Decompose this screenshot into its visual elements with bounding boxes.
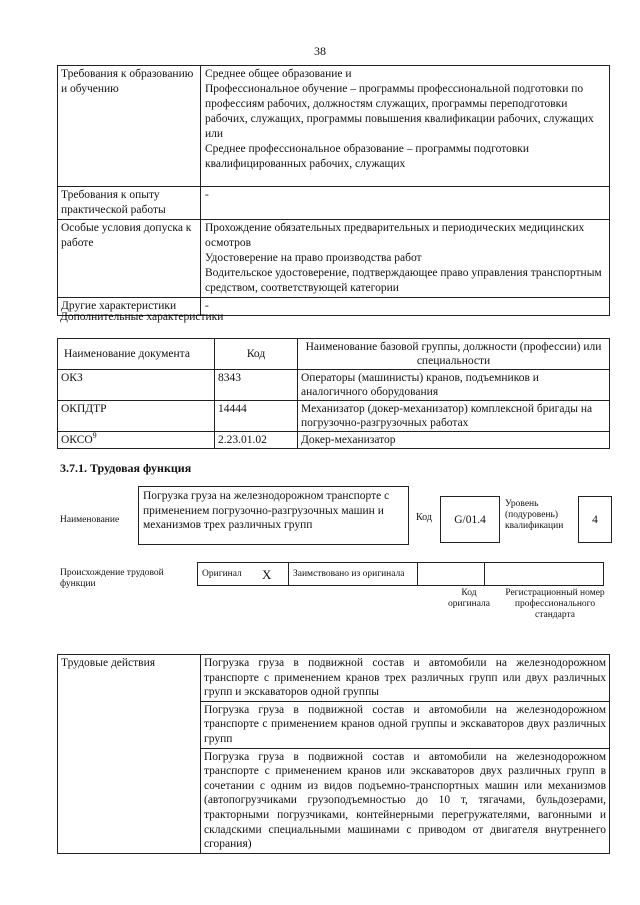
value-line: или <box>205 128 224 140</box>
value-line: Среднее профессиональное образование – программы подготовки квалифицированных рабочих, служащих <box>205 143 530 170</box>
registration-number-caption: Регистрационный номер профессионального стандарта <box>505 588 605 620</box>
cell-name: Механизатор (докер-механизатор) комплексной бригады на погрузочно-разгрузочных работах <box>298 401 610 432</box>
labor-action-item: Погрузка груза в подвижной состав и автомобили на железнодорожном транспорте с применением кранов одной группы и экскаваторов двух различных групп <box>201 701 610 748</box>
header-code: Код <box>215 339 298 370</box>
table-header-row <box>58 339 610 370</box>
original-code-caption: Код оригинала <box>448 588 490 609</box>
labor-action-item: Погрузка груза в подвижной состав и автомобили на железнодорожном транспорте с применением кранов или экскаваторов двух различных групп в сочетании с одним из видов подъемно-транспортных машин или механизмов (автопогрузчиками грузоподъемностью до 10 т, тягачами, бульдозерами, тракторными погрузчиками, контейнерными перегружателями, вагонными и складскими специальными машинами с приводом от двигателя внутреннего сгорания) <box>201 748 610 853</box>
value-line: - <box>205 300 209 312</box>
document-name: ОКСО <box>61 434 93 446</box>
registration-number-cell <box>485 563 604 586</box>
value-line: Среднее общее образование и <box>205 68 352 80</box>
value-line: - <box>205 189 209 201</box>
cell-document: ОКПДТР <box>58 401 215 432</box>
origin-label: Происхождение трудовой функции <box>60 568 164 589</box>
cell-document: ОКЗ <box>58 370 215 401</box>
cell-code: 2.23.01.02 <box>215 432 298 449</box>
row-value <box>201 66 610 187</box>
value-line: Водительское удостоверение, подтверждающее право управления транспортным средством, соответствующей категории <box>205 267 602 294</box>
section-title: 3.7.1. Трудовая функция <box>60 461 192 475</box>
header-name: Наименование базовой группы, должности (профессии) или специальности <box>298 339 610 370</box>
table-row <box>58 370 610 401</box>
labor-action-item: Погрузка груза в подвижной состав и автомобили на железнодорожном транспорте с применением кранов трех различных групп или двух различных групп и экскаваторов одной группы <box>201 655 610 702</box>
table-row <box>198 563 604 586</box>
row-key: Требования к опыту практической работы <box>58 187 201 220</box>
row-key: Другие характеристики <box>58 298 201 316</box>
row-key: Требования к образованию и обучению <box>58 66 201 187</box>
table-row <box>58 66 610 187</box>
qualification-level: 4 <box>578 496 612 543</box>
table-row <box>58 220 610 298</box>
cell-name: Докер-механизатор <box>298 432 610 449</box>
table-row <box>58 401 610 432</box>
table-row <box>58 655 610 702</box>
original-code-cell <box>418 563 485 586</box>
row-key: Особые условия допуска к работе <box>58 220 201 298</box>
additional-characteristics-title: Дополнительные характеристики <box>60 311 224 323</box>
page-number: 38 <box>314 44 326 58</box>
row-value <box>201 220 610 298</box>
value-line: Профессиональное обучение – программы профессиональной подготовки по профессиям рабочих, должностям служащих, программы переподготовки рабочих, служащих, программы повышения квалификации рабочих, служащих <box>205 83 594 125</box>
classification-table <box>57 338 610 449</box>
row-value <box>201 187 610 220</box>
table-row <box>58 432 610 449</box>
value-line: Прохождение обязательных предварительных и периодических медицинских осмотров <box>205 222 585 249</box>
original-mark: X <box>258 563 289 586</box>
footnote-mark: 9 <box>92 431 97 441</box>
table-row <box>58 187 610 220</box>
cell-document <box>58 432 215 449</box>
function-code: G/01.4 <box>440 496 500 543</box>
code-label: Код <box>416 512 432 523</box>
cell-code: 8343 <box>215 370 298 401</box>
row-value <box>201 298 610 316</box>
labor-actions-key: Трудовые действия <box>58 655 201 854</box>
value-line: Удостоверение на право производства работ <box>205 252 422 264</box>
cell-code: 14444 <box>215 401 298 432</box>
borrowed-label: Заимствовано из оригинала <box>289 563 418 586</box>
qualification-level-label: Уровень (подуровень) квалификации <box>505 499 564 531</box>
original-label: Оригинал <box>198 563 259 586</box>
function-name: Погрузка груза на железнодорожном транспорте с применением погрузочно-разгрузочных машин и механизмов трех различных групп <box>138 486 409 545</box>
cell-name: Операторы (машинисты) кранов, подъемников и аналогичного оборудования <box>298 370 610 401</box>
function-name-label: Наименование <box>60 515 120 525</box>
header-document: Наименование документа <box>58 339 215 370</box>
requirements-table <box>57 65 610 316</box>
origin-table <box>197 562 604 586</box>
labor-actions-table <box>57 654 610 854</box>
